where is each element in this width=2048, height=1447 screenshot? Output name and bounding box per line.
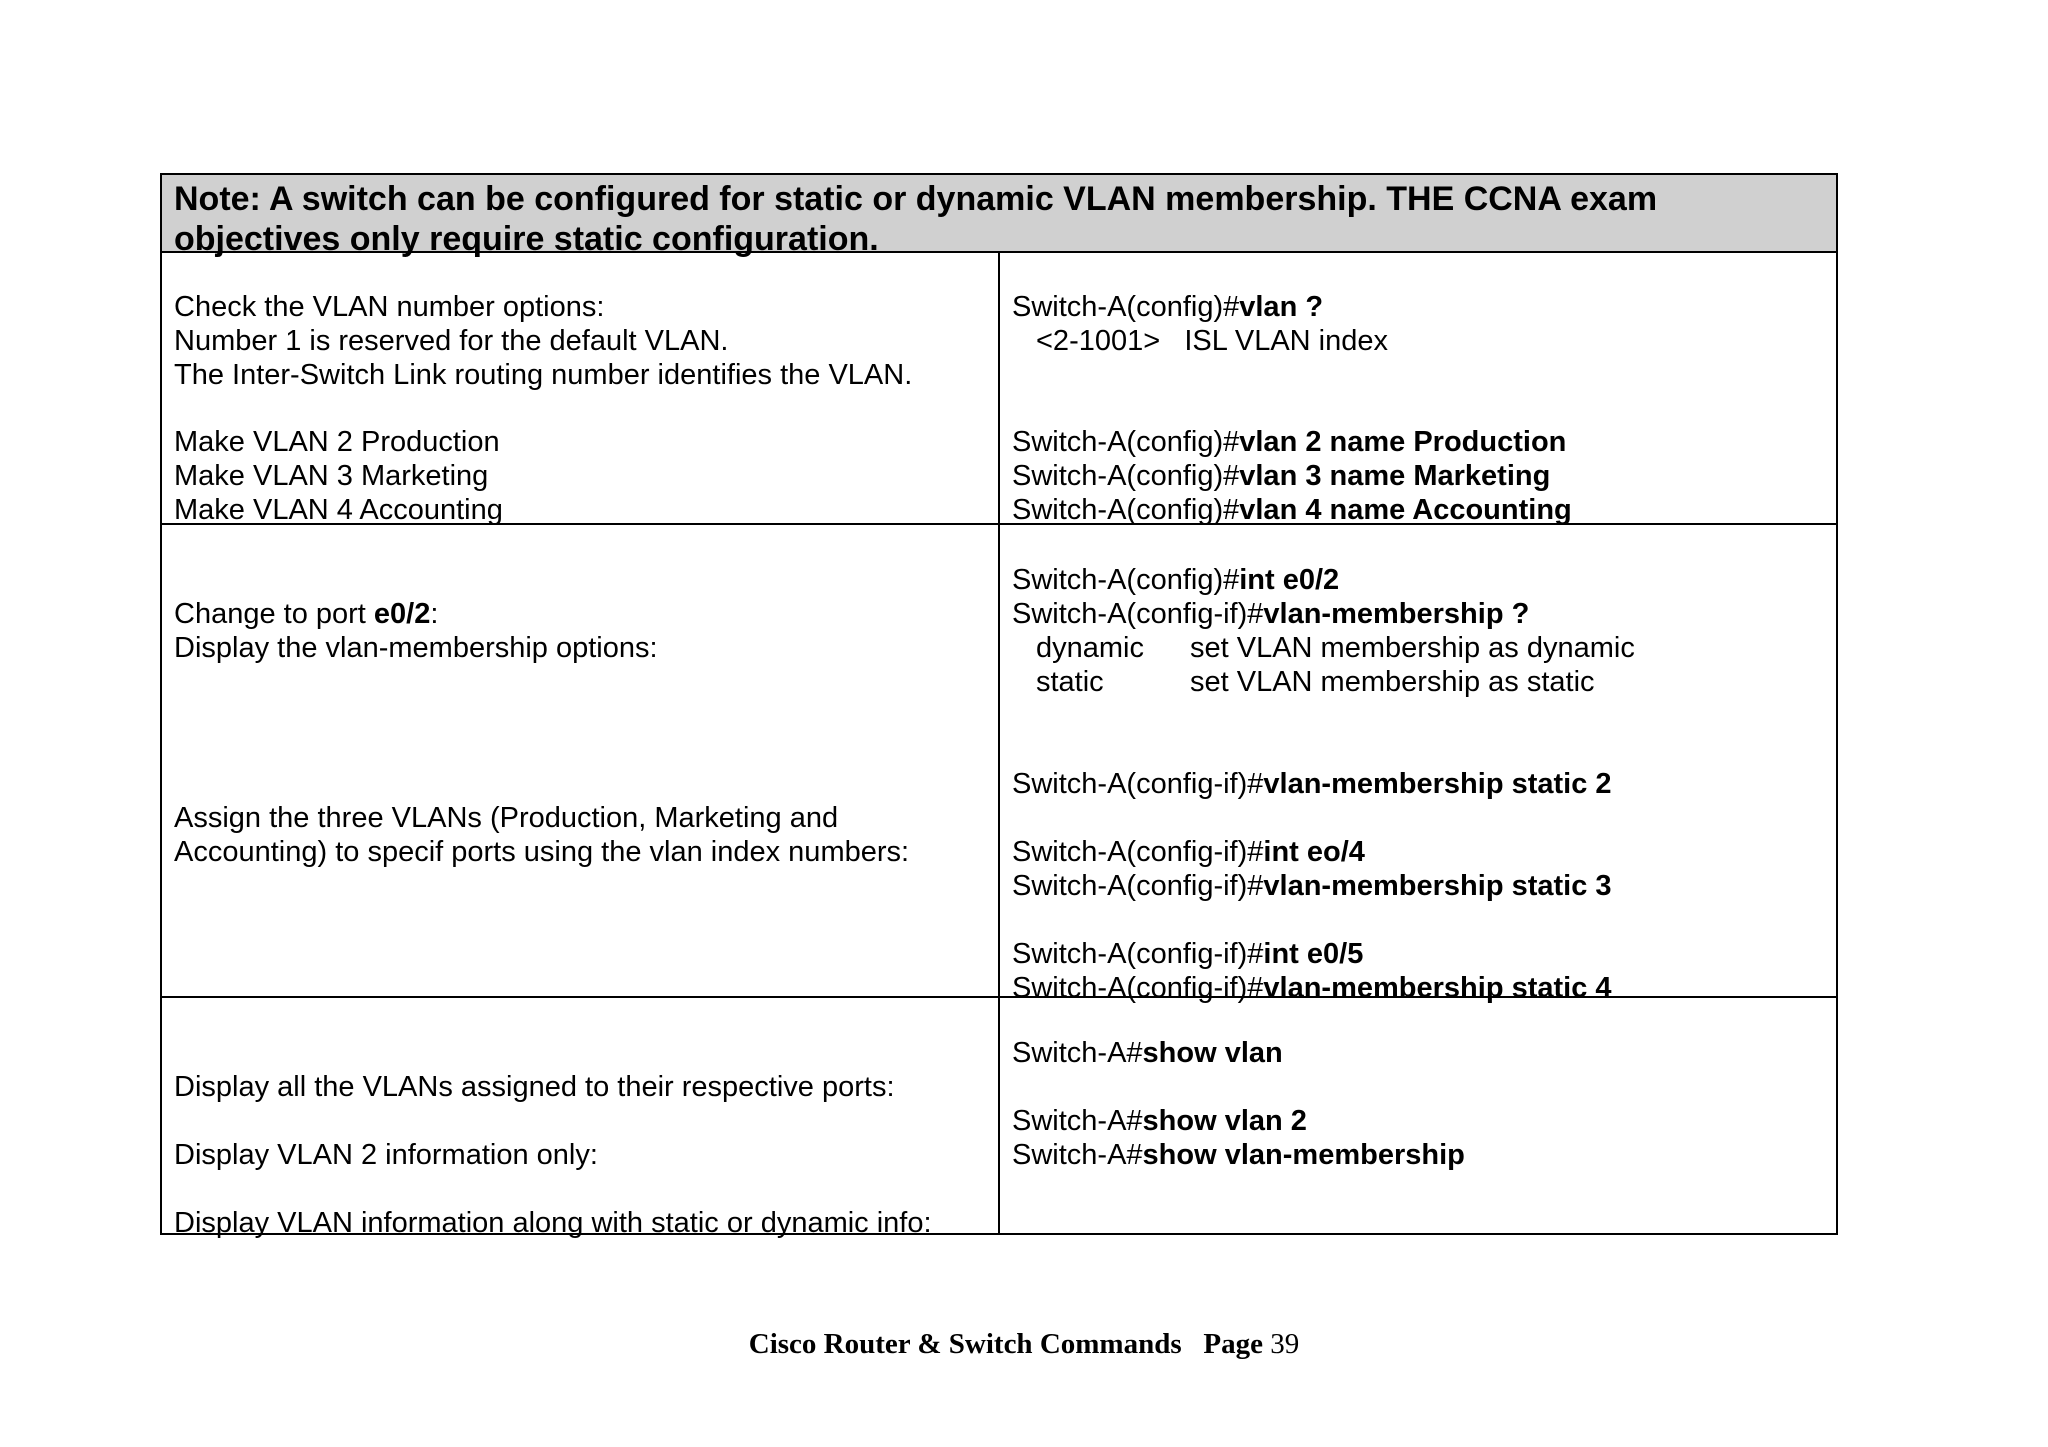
command-line: Switch-A(config-if)#int e0/5 bbox=[1012, 938, 1364, 970]
page-footer bbox=[0, 1328, 2048, 1361]
command-line: Switch-A(config)#vlan 4 name Accounting bbox=[1012, 494, 1572, 526]
option-description: set VLAN membership as static bbox=[1190, 666, 1595, 698]
command-line: Switch-A#show vlan 2 bbox=[1012, 1105, 1307, 1137]
description-line: Display all the VLANs assigned to their respective ports: bbox=[174, 1071, 895, 1103]
command-line: Switch-A(config-if)#vlan-membership static 3 bbox=[1012, 870, 1612, 902]
command-line: Switch-A(config)#vlan 3 name Marketing bbox=[1012, 460, 1551, 492]
description-line: Accounting) to specif ports using the vlan index numbers: bbox=[174, 836, 910, 868]
description-line: Display VLAN 2 information only: bbox=[174, 1139, 598, 1171]
description-line: Display the vlan-membership options: bbox=[174, 632, 658, 664]
description-cell bbox=[162, 525, 1000, 996]
command-cell bbox=[1000, 253, 1836, 526]
description-line: Change to port e0/2: bbox=[174, 598, 439, 630]
page-number: 39 bbox=[1270, 1328, 1300, 1360]
table-row bbox=[162, 996, 1836, 1239]
description-line: Check the VLAN number options: bbox=[174, 291, 605, 323]
command-line: Switch-A#show vlan-membership bbox=[1012, 1139, 1465, 1171]
description-cell bbox=[162, 998, 1000, 1239]
command-line: Switch-A(config-if)#int eo/4 bbox=[1012, 836, 1365, 868]
table-row bbox=[162, 253, 1836, 526]
command-line: Switch-A(config)#vlan ? bbox=[1012, 291, 1324, 323]
description-line: Number 1 is reserved for the default VLAN. bbox=[174, 325, 729, 357]
option-name: dynamic bbox=[1036, 632, 1144, 664]
command-output-line: <2-1001> ISL VLAN index bbox=[1036, 325, 1388, 357]
command-line: Switch-A#show vlan bbox=[1012, 1037, 1283, 1069]
command-cell bbox=[1000, 525, 1836, 1004]
description-line: Display VLAN information along with static or dynamic info: bbox=[174, 1207, 932, 1239]
command-table bbox=[160, 173, 1838, 1239]
command-line: Switch-A(config-if)#vlan-membership static 4 bbox=[1012, 972, 1612, 1004]
command-line: Switch-A(config-if)#vlan-membership ? bbox=[1012, 598, 1530, 630]
table-row bbox=[162, 523, 1836, 1004]
command-line: Switch-A(config)#vlan 2 name Production bbox=[1012, 426, 1567, 458]
note-header: Note: A switch can be configured for static or dynamic VLAN membership. THE CCNA exam objectives only require static configuration. bbox=[162, 175, 1836, 253]
command-line: Switch-A(config-if)#vlan-membership static 2 bbox=[1012, 768, 1612, 800]
footer-page-label: Page bbox=[1203, 1328, 1263, 1360]
description-cell bbox=[162, 253, 1000, 526]
description-line: Make VLAN 4 Accounting bbox=[174, 494, 503, 526]
description-line: Assign the three VLANs (Production, Marketing and bbox=[174, 802, 839, 834]
description-line: Make VLAN 3 Marketing bbox=[174, 460, 489, 492]
command-cell bbox=[1000, 998, 1836, 1233]
option-name: static bbox=[1036, 666, 1104, 698]
description-line: Make VLAN 2 Production bbox=[174, 426, 500, 458]
description-line: The Inter-Switch Link routing number identifies the VLAN. bbox=[174, 359, 913, 391]
command-line: Switch-A(config)#int e0/2 bbox=[1012, 564, 1340, 596]
option-description: set VLAN membership as dynamic bbox=[1190, 632, 1635, 664]
footer-title: Cisco Router & Switch Commands bbox=[748, 1328, 1182, 1360]
